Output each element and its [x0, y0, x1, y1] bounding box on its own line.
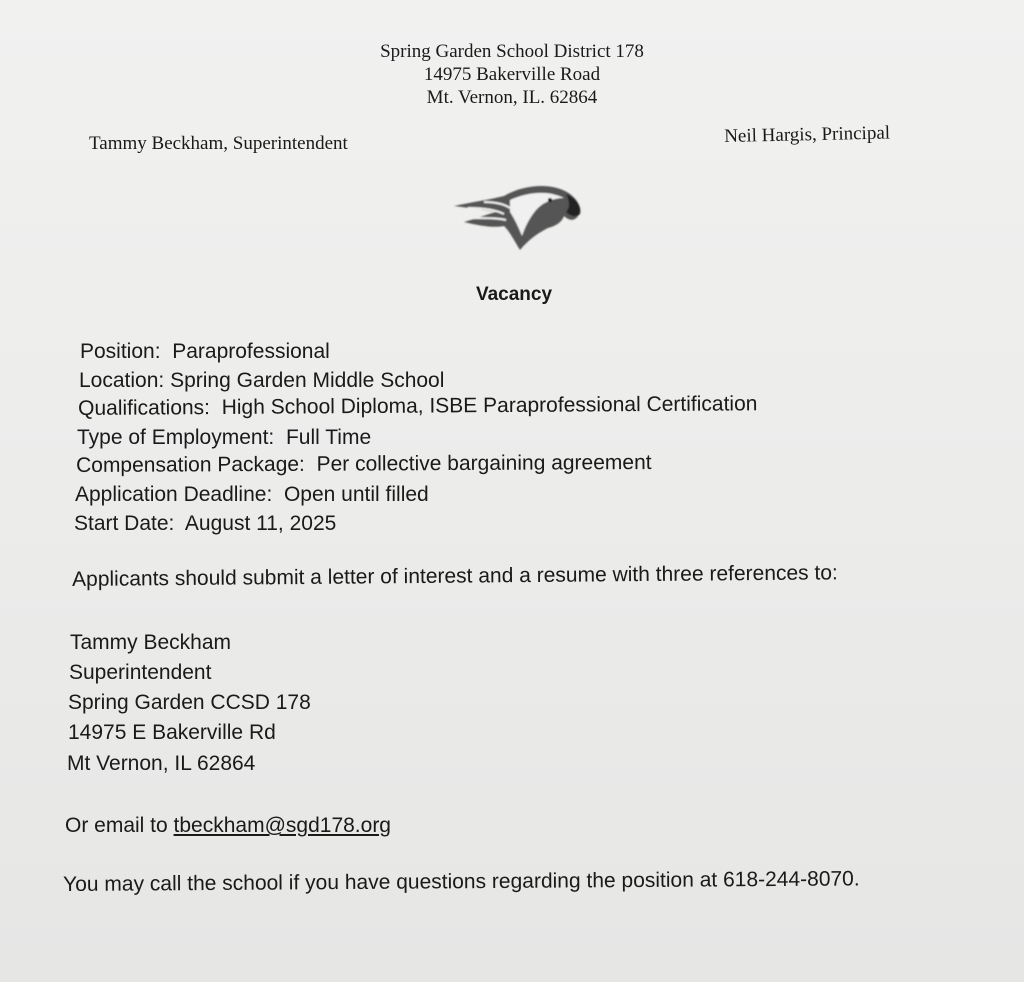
detail-value: Per collective bargaining agreement — [316, 450, 652, 476]
principal-line: Neil Hargis, Principal — [724, 122, 891, 147]
district-city: Mt. Vernon, IL. 62864 — [426, 87, 598, 108]
detail-label: Position: — [80, 340, 161, 363]
eagle-logo-icon — [444, 178, 584, 253]
vacancy-title: Vacancy — [475, 284, 553, 305]
detail-position — [80, 340, 330, 364]
detail-deadline — [75, 483, 429, 507]
detail-value: Open until filled — [283, 483, 429, 506]
detail-label: Application Deadline: — [75, 483, 273, 506]
detail-compensation — [76, 451, 652, 478]
detail-value: Spring Garden Middle School — [170, 369, 445, 392]
email-prefix: Or email to — [65, 814, 168, 837]
detail-label: Compensation Package: — [76, 452, 305, 477]
detail-value: Paraprofessional — [172, 340, 330, 363]
contact-city: Mt Vernon, IL 62864 — [67, 752, 256, 775]
detail-qualifications — [78, 392, 757, 421]
detail-label: Qualifications: — [78, 396, 211, 420]
superintendent-line: Tammy Beckham, Superintendent — [89, 133, 348, 154]
detail-value: August 11, 2025 — [184, 512, 337, 535]
detail-label: Location: — [79, 369, 165, 392]
phone-note: You may call the school if you have questions regarding the position at 618-244-8070. — [63, 867, 860, 896]
contact-name: Tammy Beckham — [70, 631, 232, 654]
detail-location — [79, 369, 444, 393]
contact-street: 14975 E Bakerville Rd — [68, 721, 276, 744]
detail-value: Full Time — [285, 426, 372, 449]
detail-value: High School Diploma, ISBE Paraprofessional Certification — [221, 392, 758, 419]
letterhead — [0, 40, 1024, 109]
email-line — [65, 814, 391, 838]
application-instructions: Applicants should submit a letter of interest and a resume with three references to: — [72, 561, 838, 591]
district-name: Spring Garden School District 178 — [380, 41, 644, 62]
district-street: 14975 Bakerville Road — [423, 64, 601, 85]
detail-label: Type of Employment: — [77, 426, 275, 449]
contact-org: Spring Garden CCSD 178 — [68, 691, 311, 714]
email-link[interactable]: tbeckham@sgd178.org — [173, 814, 391, 837]
detail-label: Start Date: — [74, 512, 175, 535]
detail-start-date — [74, 512, 336, 536]
contact-title: Superintendent — [69, 661, 212, 684]
detail-employment-type — [77, 426, 371, 450]
